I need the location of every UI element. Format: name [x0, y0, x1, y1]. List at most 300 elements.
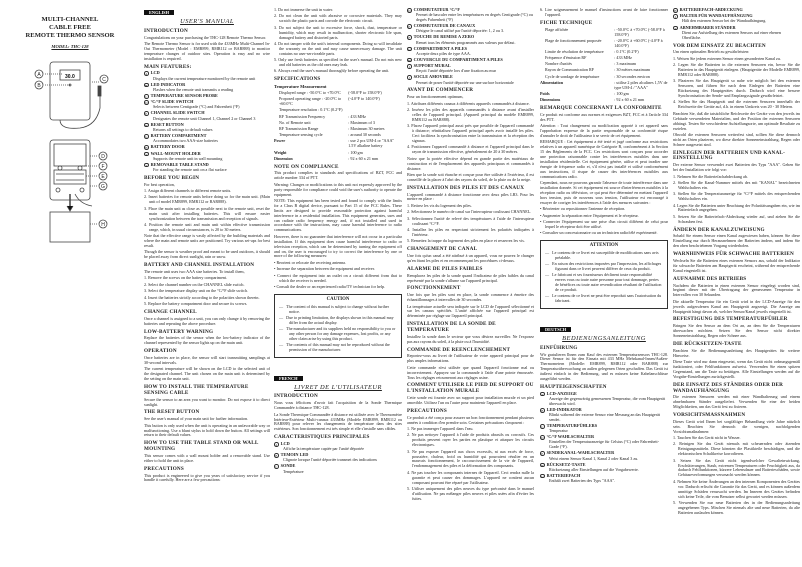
feature-name: SOCLE AMOVIBLE [413, 74, 453, 80]
feature-item [540, 451, 668, 461]
spec-value: (-4.0°F to 140.0°F) [348, 96, 380, 102]
paragraph: Ce produit a été conçu pour assurer un bon fonctionnement pendant plusieurs années à condition d'en prendre soin. Certaines précautions s'imposent : [407, 414, 534, 425]
feature-description: Accommodates two AAA-size batteries [153, 138, 218, 144]
feature-name: BATTERY COMPARTMENT [150, 133, 207, 139]
spec-value: : 0.1°C (0.2°F) [614, 48, 639, 54]
paragraph: Une fois qu'un canal a été attribué à un appareil, vous ne pouvez le changer qu'en ôtant les piles et en recommençant les procédures ci-dessus. [407, 253, 534, 263]
paragraph: This button is only used when the unit is operating in an unfavorable way or malfunctioning. Use a blunt stylus to hold down the button. All settings will return to their default values. [144, 422, 270, 438]
language-section-marker [540, 325, 668, 334]
feature-key-badge: A [541, 392, 544, 397]
column-english [144, 8, 270, 485]
paragraph: Pour un fonctionnement optimum, [407, 94, 464, 100]
feature-description: Flashes when the remote unit transmits a reading [153, 86, 234, 92]
list-item: 3. Stellen Sie die Temperaturanzeige für °C/°F mittels des entsprechenden Wahlschalters ein. [673, 191, 800, 202]
list-item: 4. Ne pas toucher les composants internes de l'appareil. Ceci rendra nulle la garantie et peut causer des dommages. L'appareil ne contient aucun composant pouvant être réparé par l'utilisateur. [407, 469, 534, 485]
feature-item [407, 64, 534, 74]
feature-item [274, 442, 402, 452]
feature-key-badge: B [275, 454, 278, 459]
spacer [540, 313, 668, 325]
list-item: • Connect the equipment into an outlet on a circuit different from that to which the receiver is needed. [274, 272, 402, 283]
feature-name: TEMPERATURFÜHLERS [546, 423, 598, 429]
paragraph: Secure the sensor to an area you want to monitor. Do not expose it to direct sunlight. [144, 396, 270, 407]
callout-a: A [37, 72, 41, 78]
feature-item [673, 26, 800, 41]
section-heading: FONCTIONNEMENT [407, 285, 461, 292]
paragraph: Cependant, nous ne pouvons garantir l'absence de toute interférence dans une installation donnée. Si cet équipement est source d'interférences nuisibles à la réception radio ou télévision, ce qui peut être déterminé en mettant l'appareil hors tension, puis de nouveau sous tension, l'utilisateur est encouragé à essayer de corriger les interférences à l'aide des mesures suivantes : [540, 180, 668, 205]
feature-name: RESET BUTTON [150, 121, 184, 127]
section-heading: CHANGE CHANNEL [144, 309, 197, 315]
list-item: 2. Stellen Sie die Kanal-Nummer mittels des mit "KANAL" bezeichneten Wahlschalters ein. [673, 179, 800, 190]
paragraph: Wir gratulieren Ihnen zum Kauf des externen Temperatursensors THC-128. Dieser Sensor ist für den Einsatz mit 433 MHz Mehrkanal-Innen/Außen-Thermometern (Modelle: EMR899, RMR112 oder BAR888) zur Temperaturüberwachung an außen gelegenen Orten geschaffen. Das Gerät ist äußerst einfach in der Bedienung, und es müssen keine Kabelanschlüsse ausgeführt werden. [540, 351, 668, 382]
list-item: 2. Insérez les piles des appareils commandés à distance avant d'installer celles de l'appareil principal. (Appareil principal du modèle EMR899, RMR112 ou BAR888). [407, 107, 534, 122]
feature-key-badge: E [541, 452, 544, 457]
list-item: 3. Sélectionnez l'unité de relevé des températures à l'aide de l'interrupteur coulissant °C/°F. [407, 215, 534, 226]
feature-description: Affiche la température captée par l'unité déportée [283, 446, 364, 452]
feature-description: Displays the current temperature monitored by the remote unit [153, 75, 256, 81]
feature-item [540, 463, 668, 473]
feature-description: Blinkt während der externe Sensor eine Messung an das Hauptgerät sendet. [549, 412, 661, 422]
feature-name: ABNEHMBARER STÄNDER [679, 24, 736, 30]
manual-title: BEDIENUNGSANLEITUNG [562, 335, 646, 343]
paragraph: REMARQUE : Cet équipement a été testé et jugé conforme aux restrictions relatives à un appareil numérique de Catégorie B, conformément à la Section 15 des Règlements de la FCC. Ces restrictions sont conçues pour accorder une protection raisonnable contre les interférences nuisibles dans une installation résidentielle. Cet équipement génère, utilise et peut irradier une énergie de fréquence radio et, s'il n'est pas installé et utilisé conformément aux instructions, il risque de causer des interférences nuisibles aux communications radio. [540, 139, 668, 179]
spec-row [274, 139, 402, 149]
feature-key-badge: H [145, 146, 148, 151]
section-heading: THE RESET BUTTON [144, 409, 200, 416]
list-item: 1. Remove the screws on the battery compartment. [144, 275, 228, 281]
list-item: 2. Legen Sie die Batterien in die externen Sensoren ein, bevor Sie die Batterien in das Hauptgerät einlegen. (Hauptgeräte der Modelle EMR899, RMR112 oder BAR888). [673, 62, 800, 77]
feature-description: Anzeige der gegenwärtig gemessenen Temperatur, die vom Hauptgerät überwacht wird. [549, 395, 666, 406]
section-heading: FICHE TECHNIQUE [540, 19, 593, 26]
sensor-front [50, 62, 90, 120]
feature-name: °C/°F WAHLSCHALTER [546, 434, 595, 440]
language-section-marker [274, 374, 402, 383]
feature-item [274, 464, 402, 474]
section-heading: AVANT DE COMMENCER [407, 87, 474, 94]
feature-name: LCD-ANZEIGE [546, 391, 577, 396]
feature-item [673, 8, 800, 13]
feature-name: TEMPERATURE SENSOR PROBE [150, 93, 218, 99]
feature-key-badge: D [408, 9, 411, 13]
paragraph: However, there is no guarantee that interference will not occur in a particular installation. If this equipment does cause harmful interference to radio or television reception, which can be determined by turning the equipment off and on, the user is encouraged to try to correct the interference by one or more of the following measures: [274, 233, 402, 259]
feature-name: TOUCHE DE REMISE A ZERO [413, 34, 475, 40]
feature-name: LCD [280, 441, 290, 447]
list-item: 3. Ne pas exposer l'appareil aux chocs excessifs, ni aux excès de force, poussière, chaleur, froid ou humidité qui pourraient résulter en un mauvais fonctionnement, le raccourcissement de la vie de l'appareil, l'endommagement des piles et la déformation des composants. [407, 448, 534, 469]
paragraph: Congratulations on your purchasing the THC-128 Remote Thermo Sensor. [144, 34, 267, 40]
paragraph: Once a channel is assigned to a unit, you can only change it by removing the batteries and repeating the above procedure. [144, 315, 270, 326]
section-heading: EINFÜHRUNG [540, 344, 578, 351]
feature-item [144, 152, 270, 162]
feature-key-badge: F [541, 463, 544, 468]
paragraph: This sensor comes with a wall mount holder and a removable stand. Use either to hold the unit in place. [144, 452, 270, 463]
feature-key-badge: H [674, 9, 677, 13]
feature-name: BATTERY DOOR [150, 144, 185, 150]
paragraph: Cette sonde est fournie avec un support pour installation murale et un pied amovible. Utilisez l'un ou l'autre pour maintenir l'appareil en place. [407, 395, 534, 405]
paragraph: Beachten Sie die Bedienungsanleitung des Hauptgerätes für weitere Hinweise. [673, 347, 800, 358]
title-line: CABLE FREE [49, 24, 91, 31]
list-item: 3. Placez l'appareil principal aussi près que possible de l'appareil commandé à distance; réinitialisez l'appareil principal après avoir installé les piles. Ceci facilitera la synchronisation entre la transmission et la réception des signaux. [407, 123, 534, 143]
paragraph: Attention : Tout changement ou modification apporté à cet appareil sans l'approbation expresse de la partie responsable de sa conformité risque d'annuler le droit de l'utilisateur à se servir de cet équipement. [540, 123, 668, 138]
section-heading: COMMANDE DE REENCLENCHEMENT [407, 346, 511, 353]
feature-description: Returns all settings to default values [153, 126, 213, 132]
notice-item: — En raison des restrictions imposées par l'impression, les affichages figurant dans ce livret peuvent différer de ceux du produit. [545, 261, 662, 272]
spec-label: No. of Remote unit [279, 119, 311, 125]
column-english-specs [274, 8, 402, 476]
spec-row [274, 108, 402, 113]
feature-description: Designates the remote unit Channel 1, Channel 2 or Channel 3 [153, 115, 256, 121]
feature-name: COMPARTIMENT A PILES [413, 45, 468, 51]
feature-name: BATTERIEFACH-ABDECKUNG [679, 7, 743, 13]
title-line: REMOTE THERMO SENSOR [25, 32, 115, 39]
notice-item: — Le contenu de ce livret est susceptible de modifications sans avis préalable. [545, 250, 659, 261]
sensor-cable [60, 88, 100, 128]
list-item: 6. Lire soigneusement le manuel d'instructions avant de faire fonctionner l'appareil. [540, 7, 668, 17]
spec-row [274, 97, 402, 107]
list-item: 2. Reinigen Sie das Gerät niemals mit scheuernden oder ätzenden Reinigungsmitteln. Diese könnten die Plastikteile beschädigen, und die elektronischen Schaltkreise korrodieren. [673, 441, 800, 457]
section-heading: INSTALLATION DE LA SONDE DE TEMPERATURE [407, 321, 496, 334]
feature-name: SONDE [280, 463, 296, 469]
feature-item [407, 8, 534, 23]
feature-item [144, 100, 270, 110]
list-item: 2. Sélectionnez le numéro de canal sur l'interrupteur coulissant CHANNEL. [407, 209, 532, 215]
spec-value: : Maximum 30 metres [348, 126, 385, 131]
paragraph: Die externen Sensoren werden mit einer Wandhalterung und einem abnehmbaren Ständer ausgeliefert. Verwenden Sie eine der beiden Möglichkeiten, um das Gerät fest zu fixieren. [673, 394, 800, 410]
list-item: 4. Do not tamper with the unit's internal components. Doing so will invalidate the warranty on the unit and may cause unnecessary damage. The unit contains no user-serviceable parts. [274, 40, 402, 56]
paragraph: Installez la sonde dans le secteur que vous désirez surveiller. Ne l'exposez pas aux rayons du soleil, à la pluie ou à l'humidité. [407, 333, 534, 344]
feature-item [673, 14, 800, 24]
list-item: 1. Attribuez différents canaux à différents appareils commandés à distance. [407, 100, 530, 106]
feature-name: COUVERCLE DU COMPARTIMENT A PILES [413, 57, 503, 63]
section-heading: REMARQUE CONCERNANT LA CONFORMITE [540, 105, 662, 112]
notice-box [274, 294, 402, 358]
spec-row [540, 56, 668, 61]
feature-key-badge: F [145, 123, 148, 128]
feature-description: Enthält zwei Batterien des Typs "AAA". [549, 478, 616, 484]
section-heading: ÄNDERN DER KANALZUWEISUNG [673, 226, 765, 233]
manual-title: LIVRET DE L'UTILISATEUR [294, 384, 382, 392]
feature-key-badge: A [145, 72, 148, 77]
spec-row [540, 92, 668, 97]
paragraph: Though the sensor is weather proof and meant to be used outdoors, it should be placed away from direct sunlight, rain or snow. [144, 249, 270, 260]
section-heading: BEFESTIGUNG DES TEMPERATURFÜHLER [673, 316, 788, 323]
feature-key-badge: I [674, 15, 676, 20]
feature-name: CHANNEL SLIDE SWITCH [150, 110, 205, 116]
list-item: 3. Do not subject the unit to excessive force, shock, dust, temperature or humidity, which may result in malfunction, shorter electronic life span, damaged battery and distorted parts. [274, 24, 402, 40]
paragraph: Reportez-vous au livret de l'utilisateur de votre appareil principal pour de plus amples informations. [407, 353, 534, 364]
notice-title: ATTENTION [589, 243, 619, 249]
feature-description: Clignote lorsque l'unité déportée transmet des indications [283, 457, 377, 463]
spec-row [540, 75, 668, 80]
feature-key-badge: I [145, 152, 147, 157]
section-heading: HOW TO USE THE TABLE STAND OR WALL MOUNTING [144, 440, 259, 453]
notice-item: — Le contenu de ce livret ne peut être reproduit sans l'autorisation du fabricant. [545, 292, 662, 303]
section-heading: ALARME DE PILES FAIBLES [407, 265, 483, 272]
section-heading: NOTE ON COMPLIANCE [274, 163, 339, 170]
list-item: 4. Position the remote unit and main unit within effective transmission range, which, in usual circumstances, is 20 to 30 meters. [144, 221, 270, 232]
notice-title: CAUTION [326, 296, 350, 302]
paragraph: Die aktuelle Temperatur für ein Gerät wird in der LCD-Anzeige für den jeweils aufgerufenen Kanal am Hauptgerät angezeigt. Die Anzeige am Hauptgerät hängt davon ab, welcher Sensor/Kanal jeweils eingestellt ist. [673, 298, 800, 314]
spec-value: : 100 gm [348, 149, 363, 155]
product-diagram [0, 58, 140, 567]
feature-key-badge: A [275, 443, 278, 448]
list-item: 5. Only use fresh batteries as specified in the user's manual. Do not mix new and old batteries as the old ones may leak. [274, 57, 402, 68]
feature-key-badge: D [541, 436, 544, 441]
feature-name: WALL-MOUNT HOLDER [150, 150, 201, 156]
section-heading: BATTERY AND CHANNEL INSTALLATION [144, 262, 255, 269]
feature-key-badge: H [408, 58, 411, 63]
spec-row [540, 98, 668, 103]
spec-row [540, 39, 668, 49]
feature-description: Selects between Centigrade (°C) and Fahrenheit (°F) [153, 104, 240, 110]
feature-name: HALTER FÜR WANDAUFHÄNGUNG [679, 13, 753, 19]
notice-item: — Le fabricant et ses fournisseurs déclinent toute responsabilité envers vous ou toute autre personne pour tout dommage, pertes de bénéfices ou toute autre revendication résultant de l'utilisation de ce produit. [545, 272, 662, 292]
paragraph: Sobald Sie einem Sensor einen Kanal zugewiesen haben, können Sie diese Einstellung nur durch Herausnehmen der Batterien ändern, und indem Sie den oben beschriebenen Vorgang wiederholen. [673, 233, 800, 249]
spec-value: : 30 secondes environ [614, 73, 650, 79]
section-heading: HAUPTEIGENSCHAFTEN [540, 383, 607, 390]
list-item: 5. Replace the battery compartment door and secure its screws. [144, 301, 248, 307]
callout-e: E [101, 174, 105, 180]
list-item: • Consulter un concessionnaire ou un technicien radio/télé expérimenté. [540, 230, 658, 236]
spec-row [540, 62, 668, 67]
list-item: 4. Nehmen Sie keine Änderungen an den internen Komponenten des Gerätes vor. Dadurch erlischt die Garantie für das Gerät, und es können außerdem unnötige Schäden verursacht werden. Im Inneren des Gerätes befinden sich keine Teile, die vom Benutzer selbst gewartet werden müssen. [673, 478, 800, 499]
language-label: ENGLISH [144, 10, 174, 15]
manual-title: USER'S MANUAL [180, 18, 234, 26]
feature-item [144, 94, 270, 99]
cover-column [0, 0, 140, 567]
list-item: 3. Plazieren Sie das Hauptgerät so nahe wie möglich bei den externen Sensoren, und führen Sie nach dem Einlegen der Batterien eine Rücksetzung des Hauptgerätes durch. Dadurch wird eine bessere Synchronisation der Sende- und Empfangssignale gewährleistet. [673, 78, 800, 99]
spec-label: Fréquence d'émission RF [545, 55, 587, 61]
spec-value: (-58.0°F to 158.0°F) [348, 90, 382, 96]
feature-key-badge: J [674, 26, 676, 31]
feature-key-badge: G [408, 47, 411, 52]
section-heading: VOR DEM EINSATZ ZU BEACHTEN [673, 42, 766, 49]
feature-name: TEMOIN LED [280, 452, 309, 458]
feature-key-badge: G [145, 134, 148, 139]
list-item: 2. Do not clean the unit with abrasive or corrosive materials. They may scratch the plastic parts and corrode the electronic circuit. [274, 13, 402, 24]
feature-key-badge: C [541, 425, 544, 430]
notice-item: — The contents of this manual may not be reproduced without the permission of the manufacturer. [279, 341, 390, 352]
spec-label: Dimension [274, 155, 293, 161]
spec-row [540, 50, 668, 55]
callout-b: B [37, 83, 41, 89]
feature-item [144, 145, 270, 150]
spec-label: Poids [540, 90, 550, 96]
paragraph: La Sonde Thermique Commandée à distance est utilisée avec le Thermomètre Intérieur-Extérieur Multi-canaux 433MHz (Modèle EMR899, RMR112 ou BAR888) pour relever les changements de température dans des sites extérieurs. Son fonctionnement est très simple et elle s'installe sans câbles. [274, 411, 402, 432]
language-label: DEUTSCH [540, 327, 571, 332]
list-item: 5. Remettez la trappe du logement des piles en place et resserrez les vis. [407, 238, 525, 244]
section-heading: COMMENT UTILISER LE PIED DE SUPPORT OU L'INSTALLATION MURALE [407, 382, 534, 395]
section-heading: OPERATION [144, 348, 177, 355]
feature-description: Remet tous les éléments programmés aux valeurs par défaut. [416, 39, 516, 45]
feature-key-badge: E [408, 25, 411, 30]
section-heading: INTRODUCTION [274, 393, 318, 400]
list-item: 4. Installez les piles en respectant strictement les polarités indiquées à l'intérieur. [407, 226, 534, 237]
notice-item: — Due to printing limitation, the displays shown in this manual may differ from the actual display. [279, 314, 394, 325]
list-item: 1. Tauchen Sie das Gerät nicht in Wasser. [673, 435, 741, 441]
feature-item [540, 392, 668, 407]
feature-key-badge: I [408, 65, 410, 70]
list-item: 4. Insert the batteries strictly according to the polarities shown therein. [144, 294, 260, 300]
list-item: 1. Nehmen Sie die Batteriefachabdeckung ab. [673, 173, 748, 179]
spec-label: Plage de fonctionnement proposée [545, 37, 602, 43]
section-heading: DER EINSATZ DES STÄNDERS ODER DER WANDAUFHÄNGUNG [673, 381, 784, 394]
paragraph: This product is engineered to give you years of satisfactory service if you handle it carefully. Here are a few precautions: [144, 472, 270, 483]
list-item: 5. Verwenden Sie nur neue Batterien des in der Bedienungsanleitung angegebenen Typs. Mischen Sie niemals alte und neue Batterien, da alte Batterien auslaufen können. [673, 499, 800, 515]
feature-key-badge: B [541, 408, 544, 413]
list-item: • Increase the separation between the equipment and receiver. [274, 266, 375, 272]
paragraph: The remote unit uses two AAA size batteries. To install them, [144, 269, 245, 275]
list-item: • Augmenter la séparation entre l'équipement et le récepteur. [540, 212, 639, 218]
paragraph: Bringen Sie den Sensor an dem Ort an, an dem Sie die Temperaturen überwachen möchten. Setzen Sie den Sensor nicht direkter Sonneneinstrahlung, Regen oder Schnee aus. [673, 323, 800, 339]
paragraph: Bien que la sonde soit étanche et conçue pour être utilisée à l'extérieur, il est conseillé de la placer à l'abri des rayons du soleil, de la pluie ou de la neige. [407, 171, 534, 182]
paragraph: The current temperature will be shown on the LCD to the selected unit of the designated channel. The unit chosen on the main unit is determined by the setting on the main unit. [144, 366, 270, 382]
list-item: 1. Retirez les vis du logement des piles. [407, 202, 472, 208]
feature-item [144, 71, 270, 81]
spec-row [274, 133, 402, 138]
spec-value: : 433 MHz [614, 55, 632, 61]
feature-description: Température [283, 468, 304, 474]
feature-description: Einstellen der Temperaturanzeige für Celsius (°C) oder Fahrenheit-Grade (°F). [549, 439, 660, 450]
spec-row [274, 151, 402, 156]
feature-key-badge: F [408, 36, 411, 41]
list-item: 6. Always read the user's manual thoroughly before operating the unit. [274, 68, 390, 74]
language-label: FRENCH [274, 376, 303, 381]
spec-label: RF Transmission Frequency [279, 113, 326, 119]
feature-item [144, 134, 270, 144]
spec-label: Rayon de Communication RF [545, 67, 595, 73]
section-heading: CHANGEMENT DE CANAL [407, 246, 478, 253]
spec-row [274, 91, 402, 96]
section-heading: MAIN FEATURES: [144, 63, 192, 70]
spec-row [540, 68, 668, 73]
section-heading: AUFNAHME DES BETRIEBS [673, 275, 747, 282]
subheading: Temperature Measurement [274, 84, 327, 90]
list-item: 5. Setzen Sie die Batteriefach-Abdeckung wieder auf, und ziehen Sie die Schrauben fest. [673, 213, 800, 224]
spec-value: : around 30 seconds [348, 132, 381, 138]
spec-value: : 3 maximum [614, 61, 637, 67]
section-heading: WARNHINWEIS FÜR SCHWACHE BATTERIEN [673, 251, 794, 258]
section-heading: CARACTERISTIQUES PRINCIPALES [274, 434, 370, 441]
feature-name: BATTERIEFACH [546, 473, 581, 479]
spec-row [540, 28, 668, 38]
feature-description: Désigne le canal utilisé par l'unité déportée: 1, 2 ou 3. [416, 28, 505, 34]
feature-description: Permet de basculer entre les températures en degrés Centigrade (°C) ou degrés Fahrenheit (°F) [416, 12, 533, 23]
feature-description: Supports the remote unit in wall mounting [153, 155, 223, 161]
feature-name: LED-INDIKATOR [546, 407, 582, 413]
spec-value [348, 108, 402, 113]
feature-name: SUPPORT MURAL [413, 63, 451, 69]
list-item: 5. Utiliser uniquement des piles neuves du type préconisé dans le manuel d'utilisation. Ne pas mélanger piles neuves et piles usées afin d'éviter les fuites. [407, 485, 534, 501]
list-item: 1. Assign different channels to different remote units. [144, 187, 232, 193]
model-number: MODEL: THC-128 [51, 44, 89, 49]
spec-value: : 433 MHz [348, 113, 366, 119]
notice-box [540, 240, 668, 309]
list-item: 2. Select the channel number on the CHANNEL slide switch. [144, 281, 245, 287]
feature-item [144, 163, 270, 173]
column-french [407, 8, 534, 503]
feature-description: Hält den externen Sensor bei der Wandaufhängung. [682, 18, 767, 24]
feature-item [540, 435, 668, 450]
section-heading: DIE RÜCKSETZEN-TASTE [673, 340, 742, 347]
spec-value: : Maximum of 3 [348, 119, 375, 125]
spec-label: Displayed range : -50.0°C to +70.0°C [279, 90, 341, 96]
lcd-reading: 30.0 [65, 74, 75, 80]
paragraph: Beachten Sie, daß die tatsächliche Reichweite der Geräte von den jeweils im Gebäude verwendeten Materialien, und der Position der externen Sensoren abhängt. Testen Sie verschiedene Aufstellungsorte, um optimale Resultate zu erzielen. [673, 110, 800, 131]
feature-description: Reçoit l'unité déportée lors d'une fixation au mur [416, 68, 497, 74]
feature-item [407, 24, 534, 34]
feature-name: RÜCKSETZ-TASTE [546, 461, 586, 467]
spec-label: Limite de résolution de température [545, 48, 604, 54]
paragraph: Diese Taste wird nur dann eingesetzt, wenn das Gerät nicht ordnungsgemäß funktioniert, oder Fehlfunktionen aufweist. Verwenden Sie einen spitzen Gegenstand, um die Taste zu betätigen. Alle Einstellungen werden auf die Vorgabe-Einstellungen zurückgestellt. [673, 359, 800, 379]
list-item: 3. Select the temperature display unit on the °C/°F slide switch. [144, 288, 249, 294]
spec-label: Weight [274, 149, 287, 155]
feature-item [144, 83, 270, 93]
wall-mount-holder [50, 212, 90, 242]
paragraph: Notez que la portée effective dépend en grande partie des matériaux de construction et de l'emplacement des appareils principaux et commandés à distance. [407, 155, 534, 171]
list-item: 1. Weisen Sie jedem externen Sensor einen gesonderten Kanal zu. [673, 55, 781, 61]
spec-label: RF Transmission Range [279, 126, 319, 131]
paragraph: This product complies to standards and specifications of BZT, FCC and article number 334 of PTT. [274, 170, 402, 181]
section-heading: PRECAUTIONS [407, 407, 447, 414]
list-item: 4. Stellen Sie das Hauptgerät und die externen Sensoren innerhalb der Reichweite der Geräte auf, d.h. in einem Umkreis von 20 - 30 Metern. [673, 99, 800, 110]
feature-description: Rücksetzung aller Einstellungen auf die Vorgabewerte. [549, 466, 639, 472]
paragraph: For best operation, [144, 181, 175, 187]
list-item: • Réorienter ou repositionner l'antenne de réception. [540, 206, 626, 212]
feature-key-badge: D [145, 101, 148, 106]
list-item: • Consult the dealer or an experienced radio/TV technician for help. [274, 283, 386, 289]
title-line: MULTI-CHANNEL [41, 16, 99, 23]
column-deutsch [673, 8, 800, 517]
feature-item [144, 111, 270, 121]
paragraph: Nous vous félicitons d'avoir fait l'acquisition de la Sonde Thermique Commandée à distance THC-128. [274, 400, 402, 411]
spec-label: Power [274, 138, 286, 144]
callout-c: C [102, 77, 106, 83]
feature-key-badge: G [541, 474, 544, 479]
spec-value: : 30 mètres maximum [614, 67, 651, 73]
feature-name: SENDEKANAL-WAHLSCHALTER [546, 450, 615, 456]
list-item: • Reorient or relocate the receiving antenna. [274, 259, 347, 265]
notice-item: — The content of this manual is subject to change without further notice. [279, 303, 389, 314]
callout-h: H [101, 222, 105, 228]
feature-description: Weist einem Sensor Kanal 1, Kanal 2 oder Kanal 3 zu. [549, 455, 639, 461]
feature-item [407, 58, 534, 63]
feature-item [540, 474, 668, 484]
spec-value: : 92 x 60 x 21 mm [614, 97, 645, 103]
paragraph: L'appareil commandé à distance fonctionne avec deux piles LR3. Pour les mettre en place : [407, 191, 534, 202]
feature-name: COMMUTATEUR DE CANAUX [413, 23, 476, 29]
list-item: 1. Ne pas immerger l'appareil dans l'eau. [407, 426, 474, 431]
paragraph: Ce produit est conforme aux normes et exigences BZT, FCC et à l'article 334 des PTT. [540, 111, 668, 122]
feature-key-badge: B [145, 83, 148, 88]
spec-label: Alimentation [540, 79, 563, 85]
paragraph: The Remote Thermo Sensor is for used with the 433MHz Multi-Channel In-Out Thermometer (Model : EMR899, RMR112 or BAR888) to monitor temperature changes of outdoor sites. Operation is easy and no wire installation is required. [144, 41, 270, 61]
paragraph: La température actuelle sera indiquée sur le LCD de l'appareil sélectionné et sur les canaux spécifiés. L'unité affichée sur l'appareil principal est déterminée par réglage sur l'appareil principal. [407, 303, 534, 319]
callout-d: D [101, 154, 105, 160]
feature-name: COMMUTATEUR °C/°F [413, 7, 460, 13]
list-item: 4. Legen Sie die Batterien unter Beachtung der Polaritätsangaben ein, wie im Batteriefach angegeben. [673, 202, 800, 213]
callout-g: G [101, 184, 105, 190]
list-item: 2. Ne pas nettoyer l'appareil à l'aide de produits abrasifs ou corrosifs. Ces produits peuvent rayer les parties en plastique et attaquer les circuits électroniques. [407, 432, 534, 448]
spec-label: Nombre d'unités [545, 61, 573, 67]
list-item: 4. Positionnez l'appareil commandé à distance et l'appareil principal dans le rayon de transmission effective, généralement de 20 à 30 mètres. [407, 144, 534, 155]
paragraph: Obwohl die externen Sensoren wetterfest sind, sollten Sie diese dennoch nicht an Orten plazieren, wo diese direkter Sonneneinstrahlung, Regen oder Schnee ausgesetzt sind. [673, 131, 800, 147]
section-heading: EINLEGEN DER BATTERIEN UND KANAL-EINSTELLUNG [673, 149, 785, 162]
paragraph: Remplacez les piles de la sonde quand l'indicateur de piles faibles du canal représenté par la sonde s'allume sur l'appareil principal. [407, 272, 534, 283]
paragraph: Dieses Gerät wird Ihnen bei sorgfältiger Behandlung viele Jahre nützlich sein. Beachten Sie dennoch die wenigen, nachfolgenden Vorsichtsmaßnahmen: [673, 418, 800, 434]
section-heading: BEFORE YOU BEGIN [144, 174, 200, 181]
feature-name: LCD [150, 70, 160, 76]
feature-key-badge: J [145, 163, 147, 168]
feature-description: Permet de poser l'unité déportée sur une surface horizontale [416, 79, 514, 85]
